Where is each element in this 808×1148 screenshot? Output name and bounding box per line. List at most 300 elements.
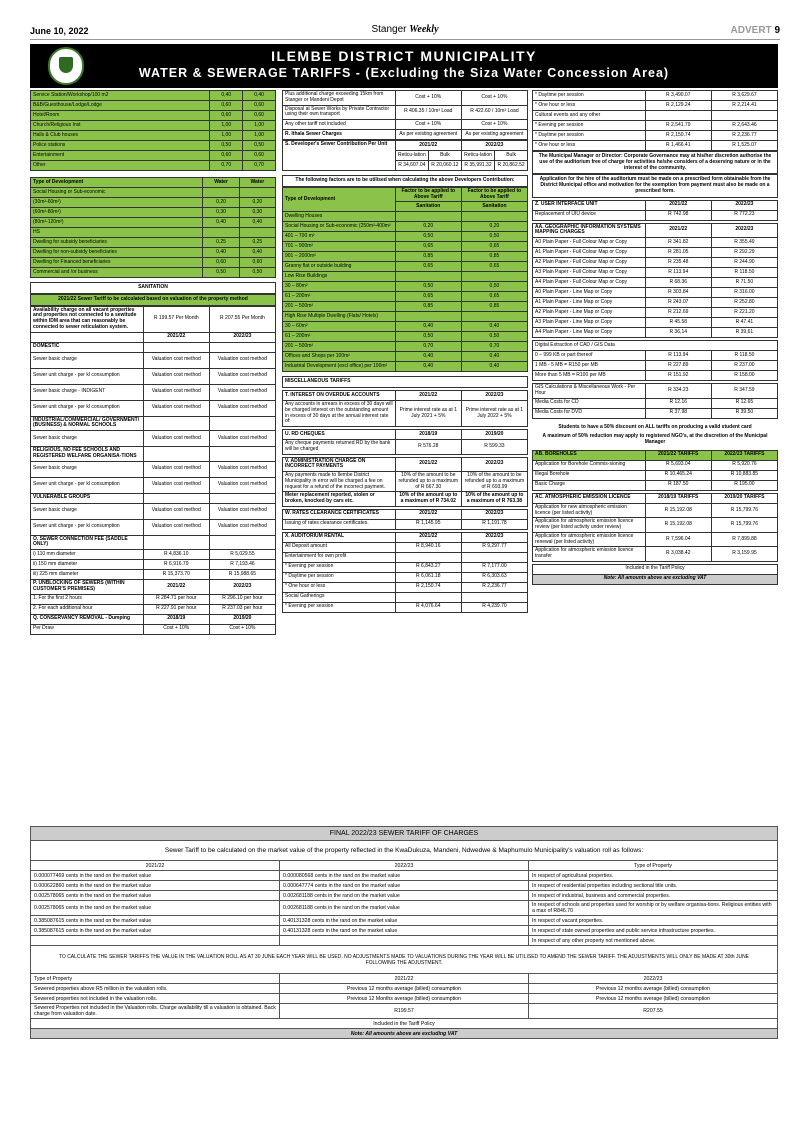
row-value: Prime interest rate as at 1 July 2021 + 5% xyxy=(395,401,461,427)
row-value: R 576.28 xyxy=(395,440,461,455)
row-label: Sewer unit charge - per kl consumption xyxy=(31,368,144,384)
row-label: Industrial Development (excl office) per 100m² xyxy=(283,362,396,372)
table-row xyxy=(533,121,778,131)
row-value xyxy=(395,592,461,602)
row-value: R 227.89 xyxy=(645,361,711,371)
row-value xyxy=(711,111,777,121)
row-value: R 2,150.74 xyxy=(395,582,461,592)
row-value: R199.57 xyxy=(280,1004,529,1019)
column-2 xyxy=(282,90,528,613)
table-row xyxy=(283,302,528,312)
row-label: Offices and Shops per 100m² xyxy=(283,352,396,362)
row-label: All Deposit amount xyxy=(283,542,396,552)
row-value: R 187.50 xyxy=(645,480,711,490)
row-label: ii) 150 mm diameter xyxy=(31,560,144,570)
year-header: 2022/23 xyxy=(711,223,777,238)
row-value: Valuation cost method xyxy=(209,384,275,400)
table-row xyxy=(31,560,276,570)
row-value: 0,40 xyxy=(203,218,239,228)
row-value: R 15,192.08 xyxy=(645,518,711,533)
row-label: 201 – 500m² xyxy=(283,302,396,312)
row-value: Cost + 10% xyxy=(143,624,209,634)
row-value: 0,40 xyxy=(461,362,527,372)
table-row xyxy=(283,562,528,572)
table-row xyxy=(31,258,276,268)
year-header: 2021/22 xyxy=(143,580,209,595)
sewer-rate: 0.40131328 cents in the rand on the market value xyxy=(280,916,529,926)
table-row xyxy=(283,342,528,352)
year-header: 2022/23 xyxy=(461,457,527,472)
row-value: 1,00 xyxy=(210,121,243,131)
row-value: R 10,883.85 xyxy=(711,470,777,480)
row-value: R 422.60 / 10m³ Load xyxy=(461,105,527,120)
row-value: 0,25 xyxy=(239,238,275,248)
row-value: 0,65 xyxy=(461,262,527,272)
table-row xyxy=(283,252,528,262)
table-row xyxy=(533,223,778,238)
table-row xyxy=(533,308,778,318)
row-label: * Evening per session xyxy=(283,602,396,612)
row-value: Valuation cost method xyxy=(209,431,275,447)
manager-note: The Municipal Manager or Director: Corporate Governance may at his/her discretion authorise the use of the auditorium free of charge for activities he/she considers of a deserving nature or in the interest of the community. xyxy=(532,151,778,174)
table-row xyxy=(31,926,778,936)
row-value: R 6,843.27 xyxy=(395,562,461,572)
row-value: R 6,303.63 xyxy=(461,572,527,582)
row-label: 701 – 900m² xyxy=(283,242,396,252)
row-value: Valuation cost method xyxy=(209,503,275,519)
row-label: 30 – 60m² xyxy=(283,322,396,332)
property-type: In respect of residential properties including sectional title units. xyxy=(529,881,778,891)
table-row xyxy=(31,101,276,111)
sub-header: Bulk xyxy=(495,151,528,161)
row-value: Previous 12 Months average (billed) consumption xyxy=(280,994,529,1004)
row-value: R 118.50 xyxy=(711,268,777,278)
table-row xyxy=(533,460,778,470)
table-row xyxy=(533,238,778,248)
row-label: Granny flat or outside building xyxy=(283,262,396,272)
row-value: Valuation cost method xyxy=(209,400,275,416)
row-value: As per existing agreement xyxy=(395,130,461,140)
row-label: Disposal at Sewer Works by Private Contractor using their own transport xyxy=(283,105,396,120)
table-row xyxy=(283,542,528,552)
row-label: Digital Extraction of CAD / GIS Data xyxy=(533,341,778,351)
row-label: 2. For each additional hour xyxy=(31,604,144,614)
row-value: R 15,799.76 xyxy=(711,503,777,518)
row-value: Valuation cost method xyxy=(143,368,209,384)
row-label: 401 – 700 m² xyxy=(283,232,396,242)
table-row xyxy=(31,447,276,462)
section-title: Z. USER INTERFACE UNIT xyxy=(533,200,646,210)
row-value: 0,50 xyxy=(461,232,527,242)
property-type: In respect of schools and properties used for worship or by welfare organisa-tions. Religious entities with a max of R846.70 xyxy=(529,901,778,916)
row-label: Application for Borehole Commis-sioning xyxy=(533,460,646,470)
row-value: Valuation cost method xyxy=(143,461,209,477)
row-value: R 355.49 xyxy=(711,238,777,248)
row-label: Meter replacement reported, stolen or broken, knocked by cars etc. xyxy=(283,492,396,507)
row-value: 0,60 xyxy=(203,258,239,268)
table-row xyxy=(533,210,778,220)
row-label: Sewer basic charge xyxy=(31,352,144,368)
row-value: R 47.41 xyxy=(711,318,777,328)
row-value: 1,00 xyxy=(210,131,243,141)
table-row xyxy=(31,238,276,248)
table-row xyxy=(31,550,276,560)
row-label: Application for new atmospheric emission licence (per listed activity) xyxy=(533,503,646,518)
year-header: 2022/23 xyxy=(461,532,527,542)
table-row xyxy=(31,151,276,161)
row-label: A3 Plain Paper - Line Map or Copy xyxy=(533,318,646,328)
section-title: AC. ATMOSPHERIC EMISSION LICENCE xyxy=(533,493,646,503)
uiu-table xyxy=(532,200,778,221)
avail-2022: R 207.55 Per Month xyxy=(209,306,275,332)
row-value: 10% of the amount to be refunded up to a maximum of R 693.99 xyxy=(461,472,527,492)
row-value: R 252.80 xyxy=(711,298,777,308)
factor-table xyxy=(282,187,528,373)
row-label: Sewered properties not included in the valuation rolls. xyxy=(31,994,280,1004)
advert-text: ADVERT xyxy=(730,25,772,36)
table-row xyxy=(31,218,276,228)
table-row xyxy=(283,552,528,562)
row-value: Valuation cost method xyxy=(143,477,209,493)
row-value xyxy=(395,552,461,562)
property-type: In respect of state owned properties and public service infrastructure properties. xyxy=(529,926,778,936)
row-label: (60m²-80m²) xyxy=(31,208,203,218)
sewer-title: FINAL 2022/23 SEWER TARIFF OF CHARGES xyxy=(31,827,778,841)
table-row xyxy=(533,398,778,408)
year-header: 2022/23 xyxy=(461,391,527,401)
row-value: 0,40 xyxy=(395,322,461,332)
row-value: 0,65 xyxy=(461,292,527,302)
year-header: 2021/22 xyxy=(395,509,461,519)
row-label: Dwelling for Financed beneficiaries xyxy=(31,258,203,268)
row-value: 0,65 xyxy=(461,242,527,252)
year-header: 2019/20 xyxy=(461,430,527,440)
table-row xyxy=(31,111,276,121)
table-row xyxy=(31,891,778,901)
column-header: Water xyxy=(239,178,275,188)
row-value: 0,40 xyxy=(210,91,243,101)
row-value: 0,65 xyxy=(395,292,461,302)
table-row xyxy=(533,258,778,268)
vat-note: Note: All amounts above are excluding VAT xyxy=(533,574,778,584)
table-row xyxy=(31,431,276,447)
row-label: * Evening per session xyxy=(283,562,396,572)
row-value: Valuation cost method xyxy=(143,384,209,400)
group-title: P. UNBLOCKING OF SEWERS (WITHIN CUSTOMER'S PREMISES) xyxy=(31,580,144,595)
table-row xyxy=(533,493,778,503)
row-label: Sewer unit charge - per kl consumption xyxy=(31,400,144,416)
sub-header: Sanitation xyxy=(395,202,461,212)
column-header: Type of Development xyxy=(31,178,203,188)
row-value: 0,40 xyxy=(395,362,461,372)
table-row xyxy=(533,288,778,298)
row-label: Police stations xyxy=(31,141,210,151)
row-value: 0,20 xyxy=(395,222,461,232)
table-row xyxy=(283,242,528,252)
table-cell xyxy=(143,447,209,462)
developer-contribution-table xyxy=(282,140,528,171)
disposal-table xyxy=(282,90,528,140)
row-label: A1 Plain Paper - Full Colour Map or Copy xyxy=(533,248,646,258)
table-cell xyxy=(31,332,144,342)
table-row xyxy=(533,341,778,351)
table-row xyxy=(533,503,778,518)
sanitation-note: 2021/22 Sewer Tariff to be calculated based on valuation of the property method xyxy=(30,294,276,306)
property-type: In respect of vacant properties. xyxy=(529,916,778,926)
table-row xyxy=(533,547,778,562)
table-row xyxy=(31,624,276,634)
row-value: R 742.98 xyxy=(645,210,711,220)
row-value: Valuation cost method xyxy=(143,400,209,416)
avail-label: Availability charge on all vacant properties and properties not connected to a sewitude within IDM area that can reasonably be connected to sewer reticulation system. xyxy=(31,306,144,332)
table-row xyxy=(31,141,276,151)
row-value: R 227.91 per hour xyxy=(143,604,209,614)
row-value: R 4,076.64 xyxy=(395,602,461,612)
table-row xyxy=(283,430,528,440)
row-value: R 8,940.16 xyxy=(395,542,461,552)
gis-misc-table xyxy=(532,383,778,419)
table-cell xyxy=(209,493,275,503)
row-value: Valuation cost method xyxy=(209,461,275,477)
row-label: Service Station/Workshop/100 m2 xyxy=(31,91,210,101)
row-value xyxy=(645,111,711,121)
row-label: Issuing of rates clearance certificates. xyxy=(283,519,396,529)
table-row xyxy=(31,368,276,384)
row-value: 0,50 xyxy=(203,268,239,278)
row-value: R 36,14 xyxy=(645,328,711,338)
row-label: A2 Plain Paper - Full Colour Map or Copy xyxy=(533,258,646,268)
row-value: R 4,239.70 xyxy=(461,602,527,612)
row-value: R 243.07 xyxy=(645,298,711,308)
row-label: Entertainment for own profit xyxy=(283,552,396,562)
sewer-tariff-section xyxy=(30,826,778,1039)
row-value: 1,00 xyxy=(243,121,276,131)
row-label: Media Costs for CD xyxy=(533,398,646,408)
table-row xyxy=(31,91,276,101)
column-header: 2021/22 xyxy=(31,861,280,871)
row-value: 0,40 xyxy=(461,322,527,332)
group-title: RELIGIOUS, NO FEE SCHOOLS AND REGISTERED WELFARE ORGANISA-TIONS xyxy=(31,447,144,462)
row-value: R207.55 xyxy=(529,1004,778,1019)
row-label: 201 – 500m² xyxy=(283,342,396,352)
row-value: R 15,988.65 xyxy=(209,570,275,580)
row-label: 30 – 80m² xyxy=(283,282,396,292)
year-header: 2022/23 xyxy=(209,332,275,342)
row-label: Sewer unit charge - per kl consumption xyxy=(31,477,144,493)
table-row xyxy=(533,574,778,584)
row-value xyxy=(239,188,275,198)
row-value xyxy=(461,272,527,282)
boreholes-table xyxy=(532,450,778,491)
row-value: R 151.92 xyxy=(645,371,711,381)
row-value: Previous 12 months average (billed) consumption xyxy=(529,984,778,994)
year-header: 2022/23 TARIFFS xyxy=(711,450,777,460)
row-value: R 35,991.32 xyxy=(461,161,494,171)
row-value: 10% of the amount up to a maximum of R 734.02 xyxy=(395,492,461,507)
section-title: AA. GEOGRAPHIC INFORMATION SYSTEMS MAPPING CHARGES xyxy=(533,223,646,238)
row-value: R 2,236.77 xyxy=(711,131,777,141)
issue-date: June 10, 2022 xyxy=(30,26,89,36)
sewer-rate: 0.002578065 cents in the rand on the market value xyxy=(31,891,280,901)
table-row xyxy=(283,120,528,130)
row-value: R 68.36 xyxy=(645,278,711,288)
table-row xyxy=(283,91,528,106)
row-label: Application for atmospheric emission licence review (per listed activity under review) xyxy=(533,518,646,533)
row-label: * One hour or less xyxy=(283,582,396,592)
table-row xyxy=(533,351,778,361)
row-value: R 195.00 xyxy=(711,480,777,490)
admin-charge-table xyxy=(282,457,528,507)
table-row xyxy=(533,200,778,210)
row-label: * Daytime per session xyxy=(283,572,396,582)
row-value: 0,40 xyxy=(203,248,239,258)
included-table xyxy=(532,564,778,585)
table-row xyxy=(533,298,778,308)
table-row xyxy=(283,105,528,120)
gis-mapping-table xyxy=(532,223,778,339)
row-label: Plus additional charge exceeding 15km from Stanger or Mandeni Depot xyxy=(283,91,396,106)
table-row xyxy=(31,400,276,416)
row-value: 0,60 xyxy=(243,101,276,111)
row-label: * Daytime per session xyxy=(533,131,646,141)
table-row xyxy=(283,401,528,427)
year-header: 2018/19 xyxy=(143,614,209,624)
row-value xyxy=(395,212,461,222)
row-label: Hotel/Room xyxy=(31,111,210,121)
table-row xyxy=(31,131,276,141)
year-header: 2018/19 TARIFFS xyxy=(645,493,711,503)
row-label: GIS Calculations & Miscellaneous Work - Per Hour xyxy=(533,384,646,399)
table-row xyxy=(283,532,528,542)
banner-subtitle: WATER & SEWERAGE TARIFFS - (Excluding the Siza Water Concession Area) xyxy=(138,66,670,80)
row-label: Application for atmospheric emission licence transfer xyxy=(533,547,646,562)
row-value: R 1,191.78 xyxy=(461,519,527,529)
row-value: R 7,596.04 xyxy=(645,532,711,547)
table-row xyxy=(283,130,528,140)
table-row xyxy=(533,518,778,533)
table-row xyxy=(283,322,528,332)
table-row xyxy=(31,493,276,503)
column-1 xyxy=(30,90,276,635)
row-value: 0,60 xyxy=(243,151,276,161)
row-label: Replacement of UIU device xyxy=(533,210,646,220)
row-value: R 2,643.46 xyxy=(711,121,777,131)
row-label: Sewered Properties not included in the Valuation rolls. Charge availability till a valuation is obtained. Back charge from valuation date. xyxy=(31,1004,280,1019)
year-header: 2021/22 xyxy=(143,332,209,342)
table-row xyxy=(533,278,778,288)
rates-clearance-table xyxy=(282,509,528,530)
row-value: Previous 12 months average (billed) consumption xyxy=(280,984,529,994)
application-note: Application for the hire of the auditorium must be made on a prescribed form obtainable from the District Municipal office and motivation for the exemption from payment must also be made on a prescribed form. xyxy=(532,174,778,197)
table-row xyxy=(31,901,778,916)
table-row xyxy=(31,503,276,519)
row-value: R 5,029.55 xyxy=(209,550,275,560)
row-value xyxy=(203,188,239,198)
row-label: 61 – 200m² xyxy=(283,292,396,302)
table-cell xyxy=(209,535,275,550)
section-title: V. ADMINISTRATION CHARGE ON INCORRECT PAYMENTS xyxy=(283,457,396,472)
table-row xyxy=(31,342,276,352)
sanitation-table xyxy=(30,306,276,635)
table-cell xyxy=(209,447,275,462)
row-label: Sewer basic charge xyxy=(31,431,144,447)
row-value: Cost + 10% xyxy=(461,91,527,106)
table-row xyxy=(31,1004,778,1019)
column-header: Type of Development xyxy=(283,187,396,212)
row-value: Valuation cost method xyxy=(209,477,275,493)
row-value: R 15,799.76 xyxy=(711,518,777,533)
row-value: R 281.05 xyxy=(645,248,711,258)
table-row xyxy=(283,282,528,292)
sub-header: Bulk xyxy=(429,151,462,161)
table-row xyxy=(31,161,276,171)
row-value: 0,50 xyxy=(395,282,461,292)
row-value: R 237.03 per hour xyxy=(209,604,275,614)
table-row xyxy=(31,994,778,1004)
row-value: Valuation cost method xyxy=(143,503,209,519)
table-row xyxy=(533,371,778,381)
row-value xyxy=(461,552,527,562)
row-value: 10% of the amount to be refunded up to a maximum of R 667.30 xyxy=(395,472,461,492)
row-label: Social Housing or Sub-economic xyxy=(31,188,203,198)
sewer-header-row xyxy=(31,861,778,871)
year-header: 2021/22 TARIFFS xyxy=(645,450,711,460)
year-header: 2022/23 xyxy=(711,200,777,210)
row-label: Sewer basic charge xyxy=(31,503,144,519)
row-label: 901 – 2000m² xyxy=(283,252,396,262)
row-label: Halls & Club houses xyxy=(31,131,210,141)
row-label: Any payments made to Ilembe District Municipality in error will be charged a fee on request for a refund of the incorrect payment. xyxy=(283,472,396,492)
year-header: 2018/19 xyxy=(395,430,461,440)
row-value: R 212.69 xyxy=(645,308,711,318)
table-row xyxy=(533,268,778,278)
row-label: Commercial and /or business xyxy=(31,268,203,278)
row-value: R 235.48 xyxy=(645,258,711,268)
row-label: 1 MB - 5 MB = R150 per MB xyxy=(533,361,646,371)
row-value: Cost + 10% xyxy=(395,91,461,106)
row-value: R 4,836.10 xyxy=(143,550,209,560)
row-label: Media Costs for DVD xyxy=(533,408,646,418)
column-header: Factor to be applied to Above Tariff xyxy=(461,187,527,202)
section-title: U. RD CHEQUES xyxy=(283,430,396,440)
row-label: iii) 225 mm diameter xyxy=(31,570,144,580)
row-value xyxy=(461,212,527,222)
row-value: R 113.94 xyxy=(645,351,711,361)
row-value: R 347.59 xyxy=(711,384,777,399)
section-title: X. AUDITORIUM RENTAL xyxy=(283,532,396,542)
row-value: R 7,193.46 xyxy=(209,560,275,570)
table-cell xyxy=(209,342,275,352)
table-row xyxy=(31,228,276,238)
publication-bold: Weekly xyxy=(409,24,439,35)
column-3 xyxy=(532,90,778,585)
table-row xyxy=(283,592,528,602)
row-value: 0,50 xyxy=(461,282,527,292)
table-row xyxy=(31,461,276,477)
row-value: R 1,466.41 xyxy=(645,141,711,151)
row-label: Sewered properties above R5 million in the valuation rolls. xyxy=(31,984,280,994)
row-value: Valuation cost method xyxy=(143,519,209,535)
row-label: Per Draw xyxy=(31,624,144,634)
group-title: INDUSTRIAL/COMMERCIAL/ GOVERNMENT/ (BUSINESS) & NORMAL SCHOOLS xyxy=(31,416,144,431)
publication-name xyxy=(30,24,780,35)
table-row xyxy=(283,472,528,492)
sewer-tariff-table xyxy=(30,826,778,1039)
table-row xyxy=(283,141,528,151)
row-value: R 341.82 xyxy=(645,238,711,248)
sewer-rate: 0.002578065 cents in the rand on the market value xyxy=(31,901,280,916)
row-value: 0,70 xyxy=(210,161,243,171)
